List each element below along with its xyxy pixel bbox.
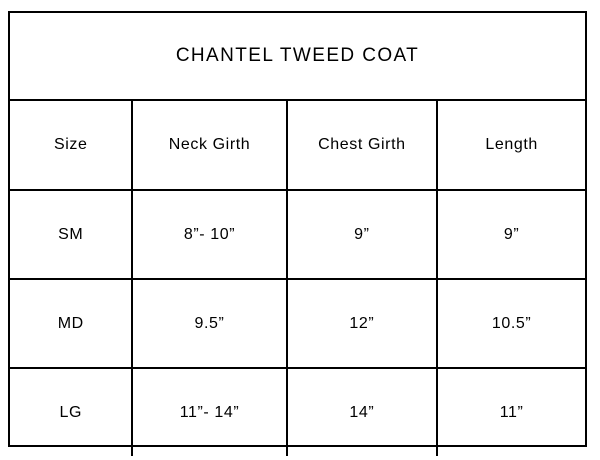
cell-size: LG <box>10 368 132 456</box>
cell-length: 9” <box>437 190 585 279</box>
cell-neck-girth: 11”- 14” <box>132 368 286 456</box>
size-chart-container <box>8 11 587 447</box>
table-row <box>10 368 585 456</box>
column-header-length: Length <box>437 100 585 190</box>
cell-chest-girth: 12” <box>287 279 438 368</box>
title-row <box>10 13 585 100</box>
table-header-row <box>10 100 585 190</box>
cell-chest-girth: 14” <box>287 368 438 456</box>
cell-size: MD <box>10 279 132 368</box>
column-header-chest-girth: Chest Girth <box>287 100 438 190</box>
column-header-size: Size <box>10 100 132 190</box>
size-chart-table <box>10 13 585 456</box>
page-title: CHANTEL TWEED COAT <box>10 13 585 100</box>
cell-chest-girth: 9” <box>287 190 438 279</box>
cell-size: SM <box>10 190 132 279</box>
table-row <box>10 190 585 279</box>
cell-length: 10.5” <box>437 279 585 368</box>
table-row <box>10 279 585 368</box>
cell-neck-girth: 8”- 10” <box>132 190 286 279</box>
column-header-neck-girth: Neck Girth <box>132 100 286 190</box>
cell-length: 11” <box>437 368 585 456</box>
cell-neck-girth: 9.5” <box>132 279 286 368</box>
